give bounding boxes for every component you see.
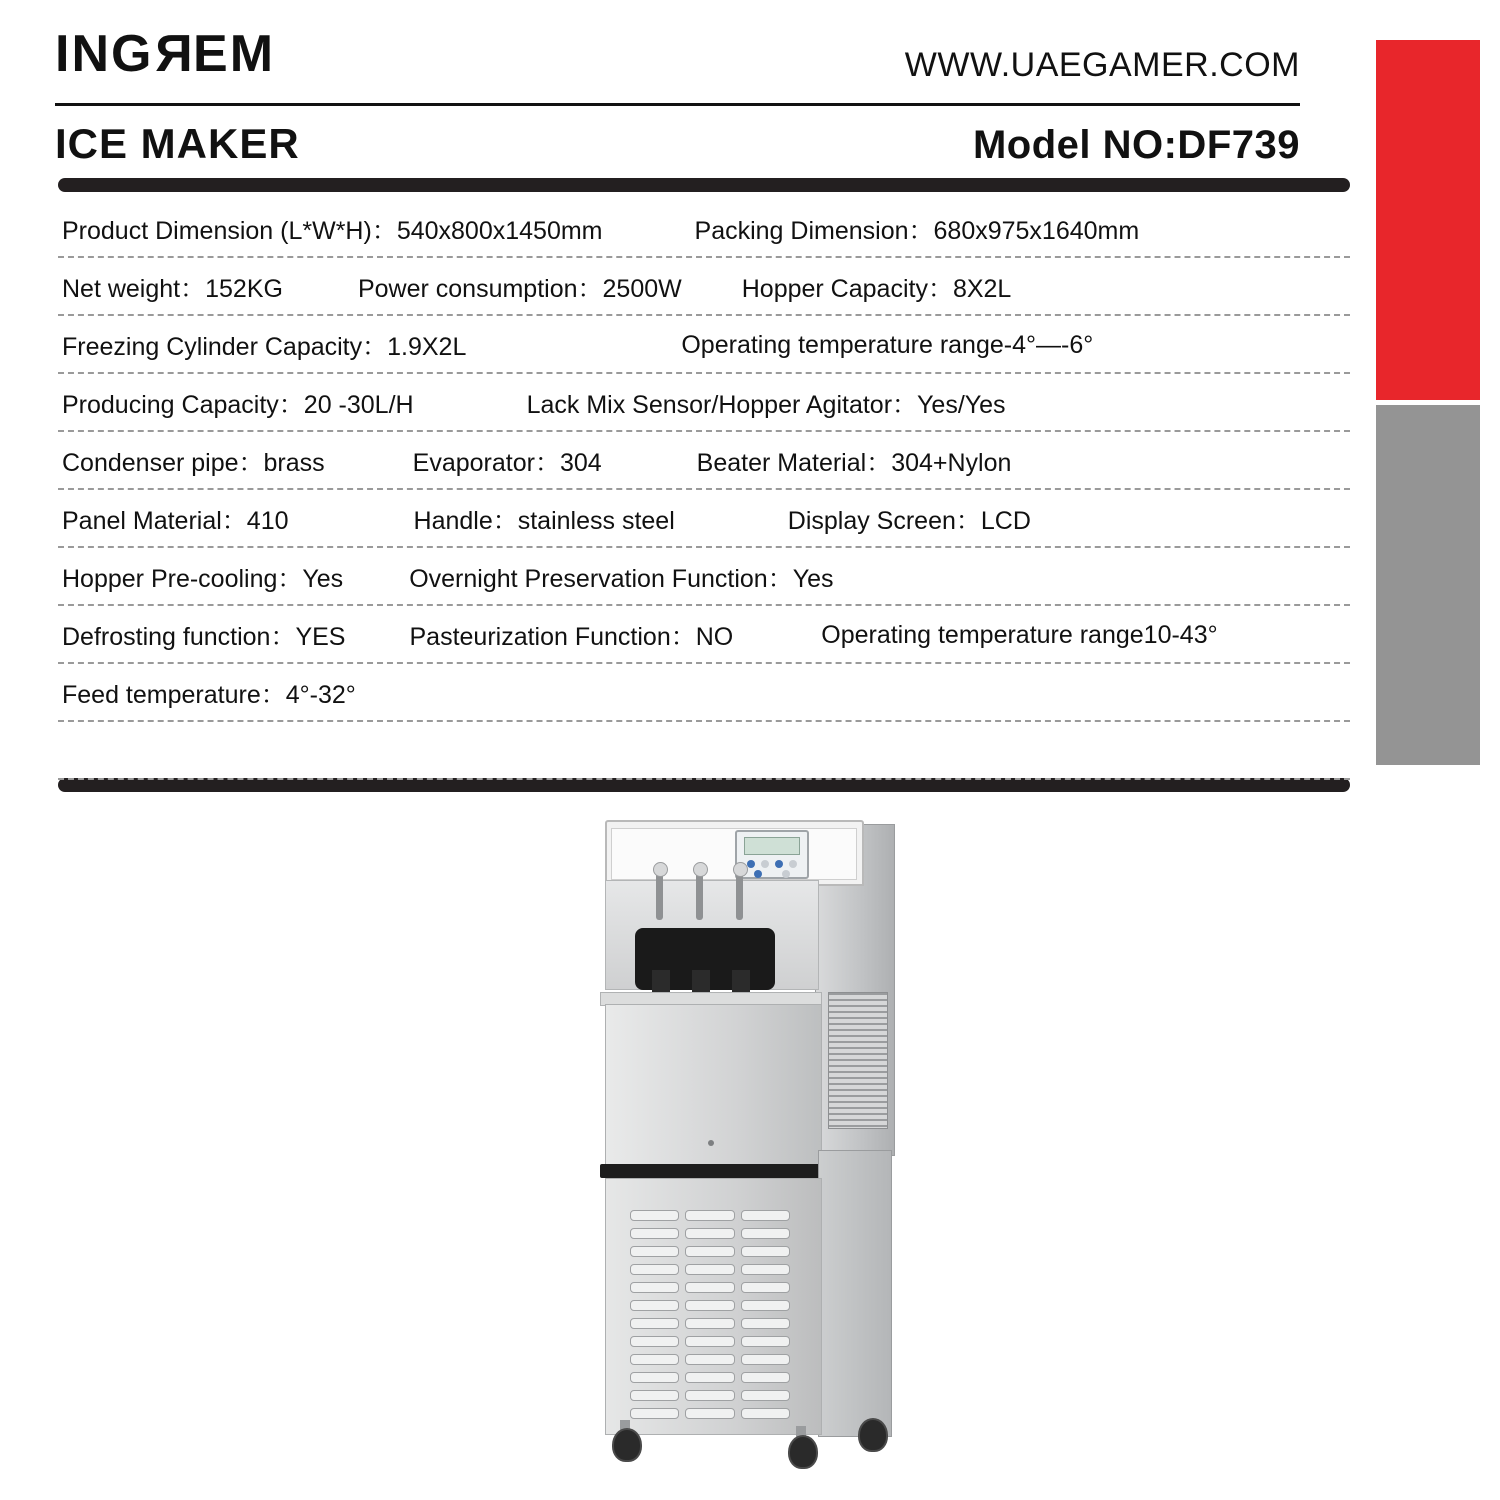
model-number: Model NO:DF739 xyxy=(972,123,1300,167)
spec-cell: Operating temperature range-4°—-6° xyxy=(681,330,1094,359)
spec-cell: Defrosting function：YES xyxy=(62,623,346,651)
spec-cell: Freezing Cylinder Capacity：1.9X2L xyxy=(62,333,467,361)
machine-front-grille xyxy=(630,1210,790,1410)
grille-slot xyxy=(630,1354,679,1365)
table-row xyxy=(58,432,1350,490)
spec-cell: Packing Dimension：680x975x1640mm xyxy=(694,217,1140,245)
spec-cell: Feed temperature：4°-32° xyxy=(62,681,356,709)
machine-black-band xyxy=(600,1164,825,1178)
spec-cell: Display Screen：LCD xyxy=(787,507,1031,535)
grille-slot xyxy=(741,1354,790,1365)
spec-cell: Overnight Preservation Function：Yes xyxy=(409,565,834,593)
spec-cell: Net weight：152KG xyxy=(62,275,283,303)
side-accent-red xyxy=(1376,40,1480,400)
grille-slot xyxy=(741,1210,790,1221)
page-header xyxy=(55,25,1300,100)
table-row xyxy=(58,258,1350,316)
grille-slot xyxy=(630,1408,679,1419)
spec-cell: Condenser pipe：brass xyxy=(62,449,325,477)
table-row xyxy=(58,664,1350,722)
spec-cell: Producing Capacity：20 -30L/H xyxy=(62,391,414,419)
grille-slot xyxy=(741,1372,790,1383)
grille-column xyxy=(685,1210,734,1419)
machine-lcd-screen xyxy=(744,837,800,855)
table-row-empty xyxy=(58,722,1350,780)
machine-caster-2 xyxy=(788,1435,818,1469)
table-row xyxy=(58,374,1350,432)
bottom-rounded-bar xyxy=(58,778,1350,792)
grille-column xyxy=(741,1210,790,1419)
header-divider xyxy=(55,103,1300,106)
grille-slot xyxy=(741,1408,790,1419)
grille-slot xyxy=(685,1354,734,1365)
grille-slot xyxy=(685,1336,734,1347)
side-accent-gray xyxy=(1376,405,1480,765)
spec-cell: Evaporator：304 xyxy=(412,449,602,477)
spec-cell: Operating temperature range10-43° xyxy=(821,620,1218,649)
table-row xyxy=(58,490,1350,548)
top-rounded-bar xyxy=(58,178,1350,192)
grille-slot xyxy=(685,1264,734,1275)
grille-slot xyxy=(630,1390,679,1401)
grille-slot xyxy=(685,1282,734,1293)
machine-body-screw xyxy=(708,1140,714,1146)
grille-slot xyxy=(741,1228,790,1239)
machine-side-vents xyxy=(828,992,888,1129)
specification-table xyxy=(58,200,1350,780)
grille-slot xyxy=(741,1318,790,1329)
machine-button-2 xyxy=(761,860,769,868)
brand-text-part-3: EM xyxy=(193,25,276,83)
spec-cell: Handle：stainless steel xyxy=(413,507,675,535)
grille-slot xyxy=(630,1228,679,1239)
machine-button-3 xyxy=(775,860,783,868)
machine-button-5 xyxy=(754,870,762,878)
grille-slot xyxy=(630,1210,679,1221)
table-row xyxy=(58,548,1350,606)
grille-slot xyxy=(630,1300,679,1311)
spec-cell: Hopper Pre-cooling：Yes xyxy=(62,565,344,593)
website-url: WWW.UAEGAMER.COM xyxy=(904,46,1300,84)
spec-cell: Lack Mix Sensor/Hopper Agitator：Yes/Yes xyxy=(526,391,1006,419)
spec-cell: Pasteurization Function：NO xyxy=(409,623,734,651)
grille-slot xyxy=(630,1372,679,1383)
page-title: ICE MAKER xyxy=(55,120,300,167)
machine-caster-1 xyxy=(612,1428,642,1462)
grille-slot xyxy=(685,1408,734,1419)
spec-cell: Beater Material：304+Nylon xyxy=(696,449,1012,477)
grille-slot xyxy=(741,1264,790,1275)
grille-slot xyxy=(630,1336,679,1347)
machine-lever-knob-2 xyxy=(693,862,708,877)
grille-slot xyxy=(685,1318,734,1329)
grille-slot xyxy=(741,1300,790,1311)
grille-slot xyxy=(741,1282,790,1293)
grille-slot xyxy=(741,1390,790,1401)
brand-text-part-1: ING xyxy=(55,25,154,83)
grille-slot xyxy=(685,1390,734,1401)
table-row xyxy=(58,200,1350,258)
grille-slot xyxy=(630,1282,679,1293)
machine-lever-knob-3 xyxy=(733,862,748,877)
machine-button-1 xyxy=(747,860,755,868)
grille-slot xyxy=(630,1264,679,1275)
brand-text-part-2: R xyxy=(153,25,194,83)
grille-column xyxy=(630,1210,679,1419)
machine-lower-right-body xyxy=(818,1150,892,1437)
product-image xyxy=(560,820,950,1480)
spec-cell: Product Dimension (L*W*H)：540x800x1450mm xyxy=(62,217,603,245)
machine-caster-3 xyxy=(858,1418,888,1452)
grille-slot xyxy=(741,1336,790,1347)
table-row xyxy=(58,606,1350,664)
grille-slot xyxy=(685,1300,734,1311)
spec-cell: Hopper Capacity：8X2L xyxy=(741,275,1012,303)
machine-button-4 xyxy=(789,860,797,868)
grille-slot xyxy=(630,1318,679,1329)
grille-slot xyxy=(685,1228,734,1239)
table-row xyxy=(58,316,1350,374)
machine-button-6 xyxy=(782,870,790,878)
title-row xyxy=(55,120,1300,168)
grille-slot xyxy=(685,1246,734,1257)
machine-lever-knob-1 xyxy=(653,862,668,877)
grille-slot xyxy=(685,1210,734,1221)
grille-slot xyxy=(630,1246,679,1257)
brand-logo xyxy=(55,25,276,83)
spec-cell: Panel Material：410 xyxy=(62,507,289,535)
grille-slot xyxy=(741,1246,790,1257)
spec-cell: Power consumption：2500W xyxy=(357,275,682,303)
grille-slot xyxy=(685,1372,734,1383)
